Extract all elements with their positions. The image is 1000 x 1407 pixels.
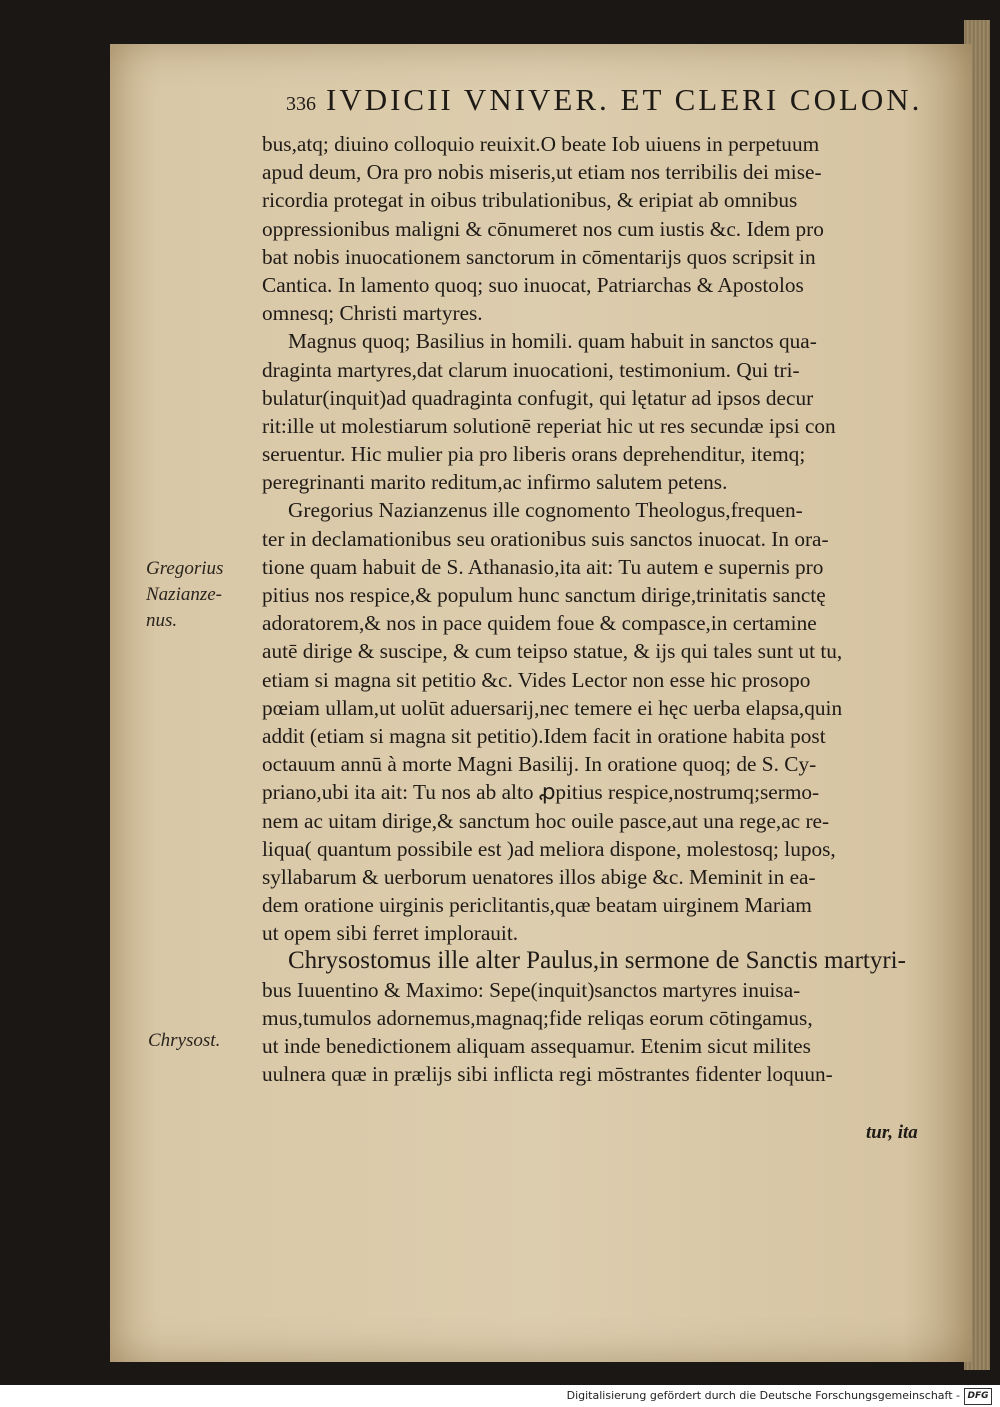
margin-note-line: nus. [146, 610, 178, 631]
text-line: uulnera quæ in prælijs sibi inflicta regi mōstrantes fidenter loquun- [262, 1062, 833, 1087]
footer-bar [0, 1385, 1000, 1407]
text-line: mus,tumulos adornemus,magnaq;fide reliqas eorum cōtingamus, [262, 1005, 813, 1030]
text-line: seruentur. Hic mulier pia pro liberis orans deprehenditur, itemq; [262, 442, 806, 467]
text-line: bus,atq; diuino colloquio reuixit.O beate Iob uiuens in perpetuum [262, 132, 820, 156]
dfg-logo-icon: DFG [964, 1388, 992, 1405]
text-line: draginta martyres,dat clarum inuocationi, testimonium. Qui tri- [262, 357, 800, 382]
text-line: Cantica. In lamento quoq; suo inuocat, Patriarchas & Apostolos [262, 272, 804, 297]
running-head-title: IVDICII VNIVER. ET CLERI COLON. [326, 82, 923, 117]
text-line: tione quam habuit de S. Athanasio,ita ait: Tu autem e supernis pro [262, 554, 824, 579]
catchword: tur, ita [866, 1122, 918, 1143]
text-line: rit:ille ut molestiarum solutionē reperiat hic ut res secundæ ipsi con [262, 413, 836, 438]
text-line: liqua( quantum possibile est )ad meliora dispone, molestosq; lupos, [262, 836, 836, 861]
text-line: nem ac uitam dirige,& sanctum hoc ouile pasce,aut una rege,ac re- [262, 808, 830, 833]
text-line: etiam si magna sit petitio &c. Vides Lector non esse hic prosopo [262, 667, 811, 692]
text-line: ut opem sibi ferret implorauit. [262, 921, 519, 946]
text-line: oppressionibus maligni & cōnumeret nos cum iustis &c. Idem pro [262, 216, 824, 241]
page-number: 336 [286, 93, 316, 115]
text-line: octauum annū à morte Magni Basilij. In oratione quoq; de S. Cy- [262, 752, 817, 777]
text-line: pœiam ullam,ut uolūt aduersarij,nec temere ei hęc uerba elapsa,quin [262, 695, 843, 720]
text-line: adoratorem,& nos in pace quidem foue & compasce,in certamine [262, 611, 817, 636]
margin-note-chrysost: Chrysost. [148, 1030, 221, 1051]
text-line: bulatur(inquit)ad quadraginta confugit, qui lętatur ad ipsos decur [262, 385, 814, 410]
text-line: ricordia protegat in oibus tribulationibus, & eripiat ab omnibus [262, 188, 798, 213]
text-line: ter in declamationibus seu orationibus suis sanctos inuocat. In ora- [262, 526, 829, 551]
margin-note-line: Gregorius [146, 558, 224, 579]
footer-credit: Digitalisierung gefördert durch die Deutsche Forschungsgemeinschaft - [566, 1389, 960, 1402]
text-line: syllabarum & uerborum uenatores illos abige &c. Meminit in ea- [262, 864, 816, 889]
text-line: pitius nos respice,& populum hunc sanctum dirige,trinitatis sanctę [262, 583, 826, 607]
text-line: priano,ubi ita ait: Tu nos ab alto ꝓpitius respice,nostrumq;sermo- [262, 780, 820, 805]
text-line: bat nobis inuocationem sanctorum in cōmentarijs quos scripsit in [262, 244, 816, 269]
text-line: peregrinanti marito reditum,ac infirmo salutem petens. [262, 470, 728, 495]
body-text [262, 130, 952, 1088]
text-line: ut inde benedictionem aliquam assequamur. Etenim sicut milites [262, 1034, 811, 1058]
margin-note-gregorius [146, 556, 223, 634]
text-line: Magnus quoq; Basilius in homili. quam habuit in sanctos qua- [288, 329, 817, 354]
text-line: addit (etiam si magna sit petitio).Idem facit in oratione habita post [262, 723, 826, 748]
margin-note-line: Nazianze- [146, 584, 222, 605]
text-line: apud deum, Ora pro nobis miseris,ut etiam nos terribilis dei mise- [262, 160, 822, 185]
text-line: Gregorius Nazianzenus ille cognomento Theologus,frequen- [288, 498, 803, 523]
text-line: autē dirige & suscipe, & cum teipso statue, & ijs qui tales sunt ut tu, [262, 639, 843, 664]
text-line: Chrysostomus ille alter Paulus,in sermone de Sanctis martyri- [288, 947, 906, 975]
running-head [286, 82, 956, 118]
text-line: omnesq; Christi martyres. [262, 301, 483, 326]
text-line: bus Iuuentino & Maximo: Sepe(inquit)sanctos martyres inuisa- [262, 977, 801, 1002]
text-line: dem oratione uirginis periclitantis,quæ beatam uirginem Mariam [262, 893, 812, 918]
